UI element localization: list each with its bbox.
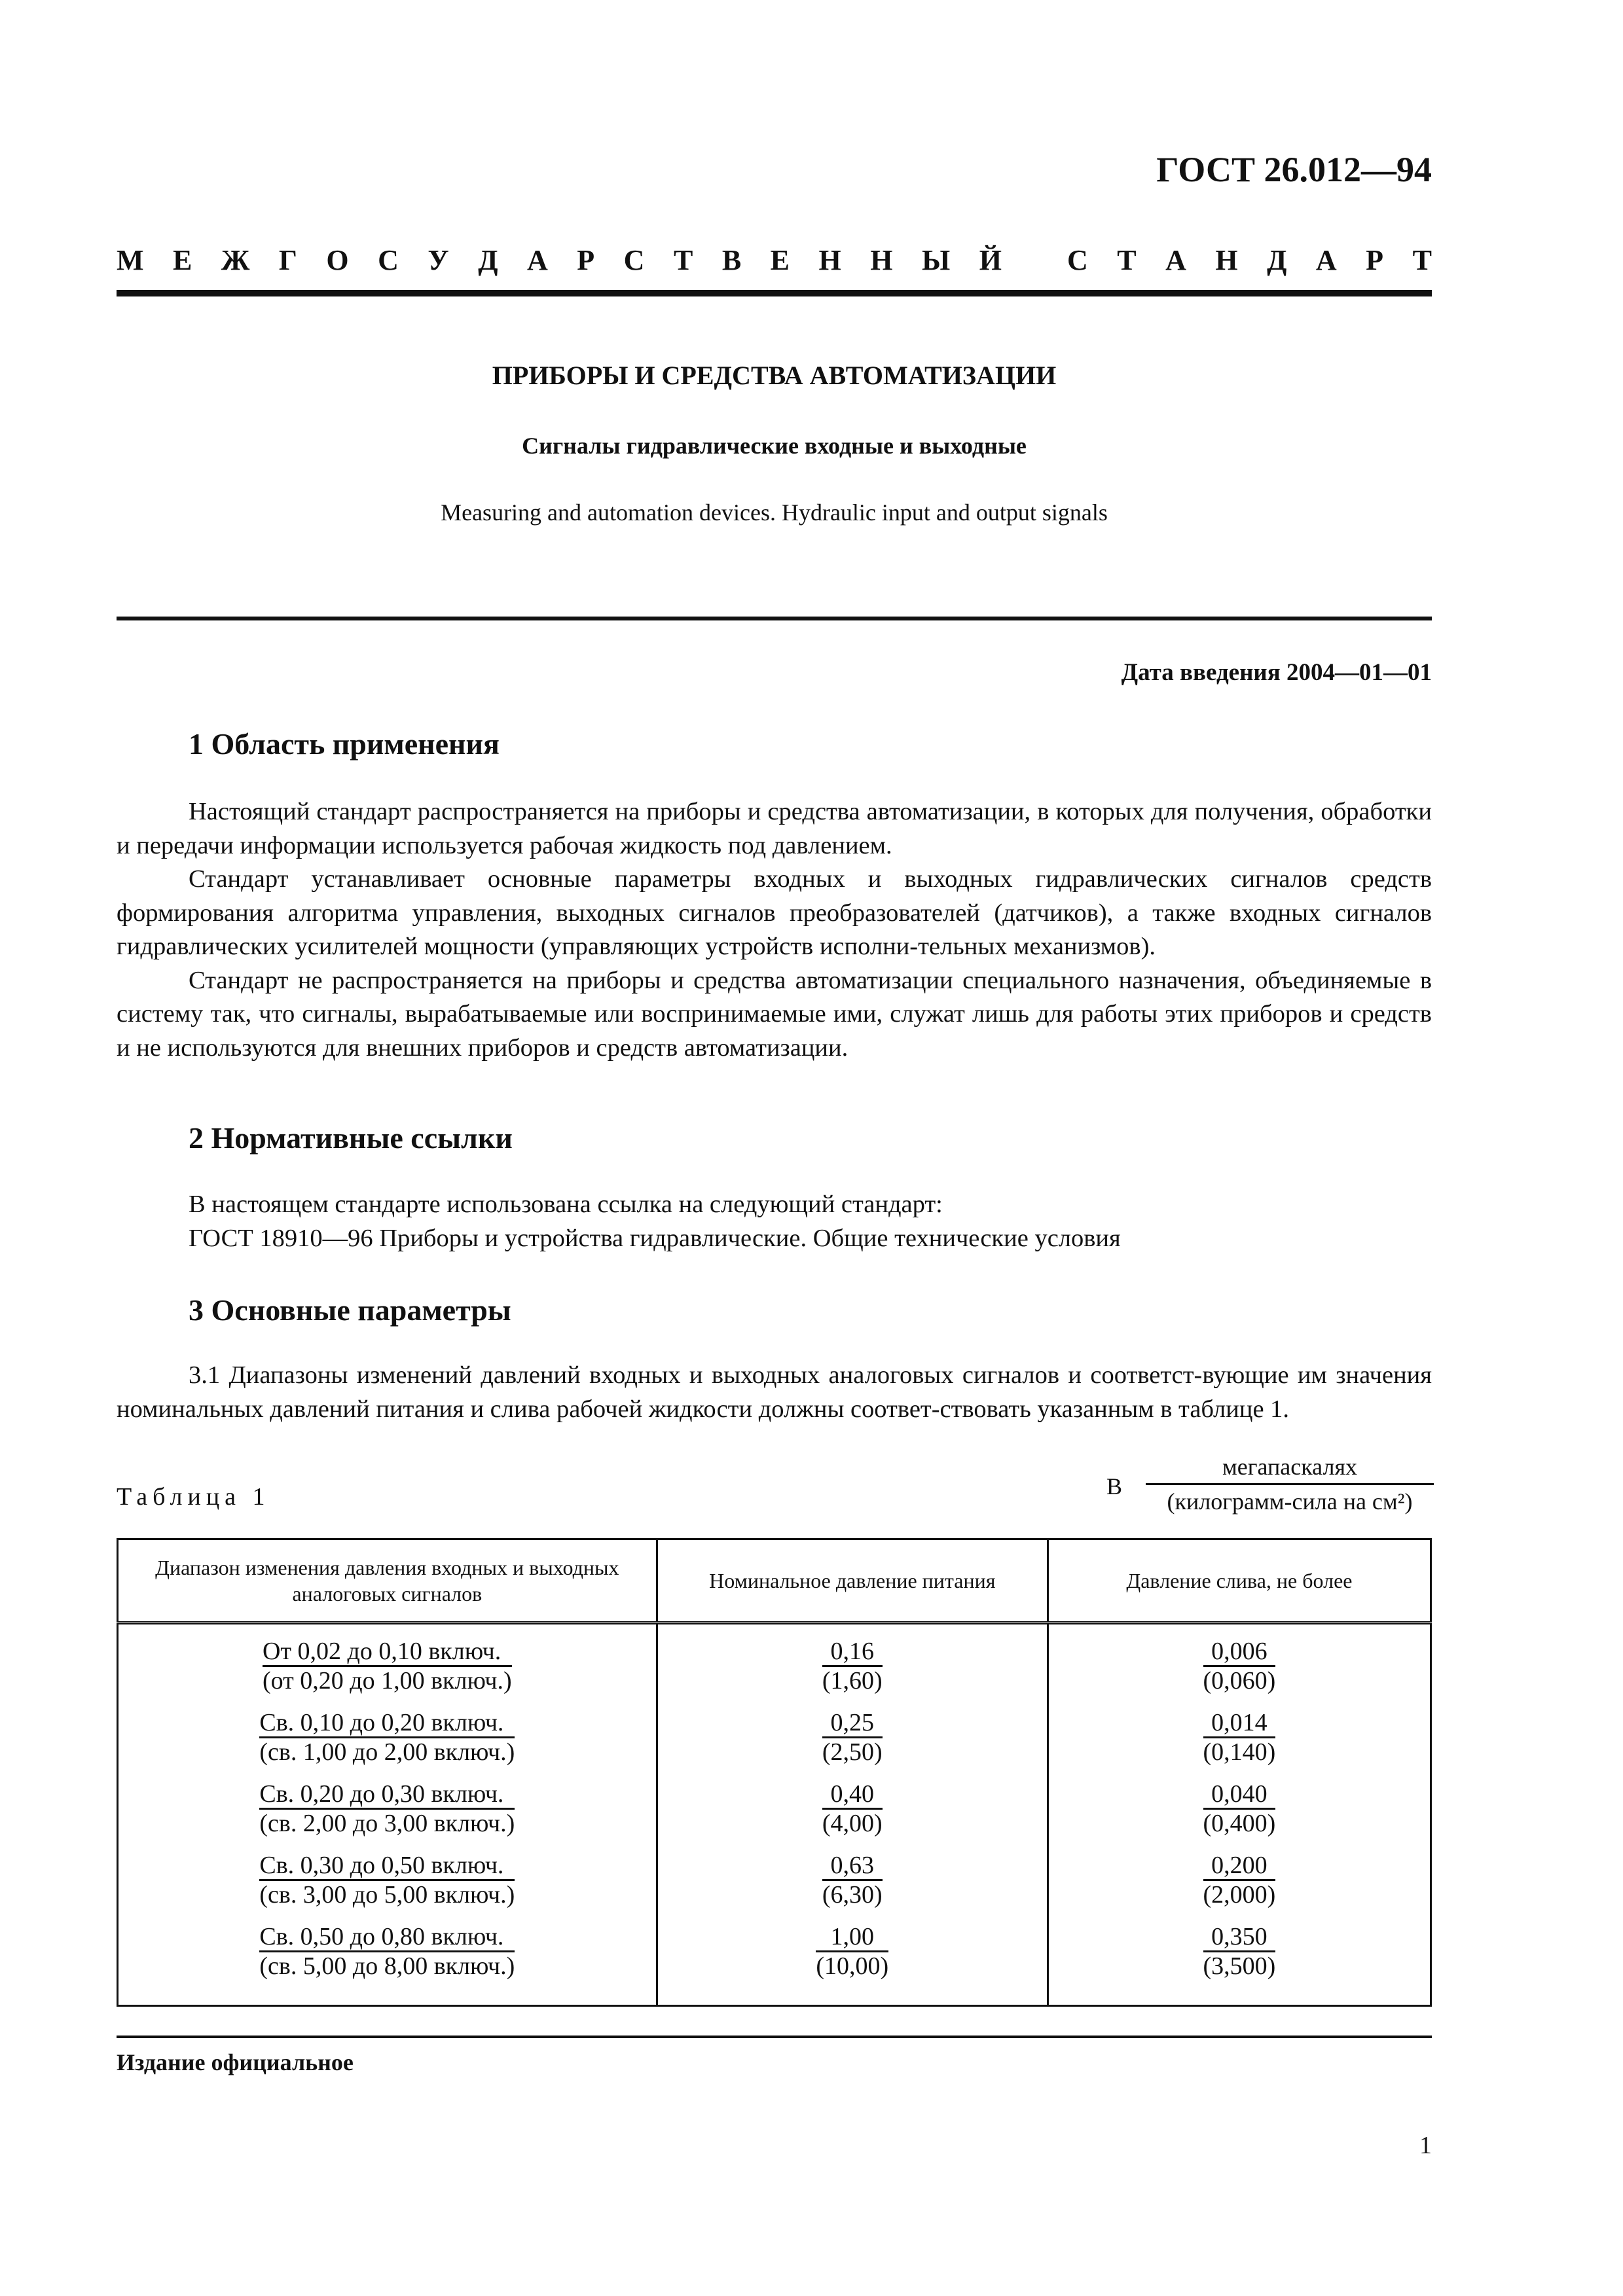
pressure-table bbox=[117, 1538, 1432, 2007]
units-denominator: (килограмм-сила на см²) bbox=[1167, 1488, 1413, 1515]
banner-letter: А bbox=[1315, 244, 1337, 276]
paragraph: 3.1 Диапазоны изменений давлений входных и выходных аналоговых сигналов и соответст-вующие им значения номинальных давлений питания и слива рабочей жидкости должны соответ-ствовать указанным в таблице 1. bbox=[117, 1361, 1432, 1423]
document-subtitle: Сигналы гидравлические входные и выходные bbox=[522, 433, 1027, 459]
banner-letter: Ж bbox=[221, 244, 250, 276]
units-prefix: В bbox=[1106, 1473, 1123, 1499]
cell-supply bbox=[657, 1709, 1048, 1780]
drain-mpa: 0,006 bbox=[1203, 1638, 1276, 1667]
drain-kgf: (2,000) bbox=[1203, 1881, 1276, 1909]
units-numerator: мегапаскалях bbox=[1146, 1453, 1434, 1485]
banner-letter: Е bbox=[173, 244, 192, 276]
table-label: Таблица 1 bbox=[117, 1483, 270, 1511]
column-header-drain: Давление слива, не более bbox=[1048, 1539, 1431, 1623]
range-mpa: От 0,02 до 0,10 включ. bbox=[263, 1638, 512, 1667]
cell-range bbox=[118, 1923, 657, 2006]
units-fraction bbox=[1146, 1453, 1434, 1515]
cell-drain bbox=[1048, 1623, 1431, 1710]
banner-letter: А bbox=[527, 244, 548, 276]
reference-item: ГОСТ 18910—96 Приборы и устройства гидравлические. Общие технические условия bbox=[189, 1224, 1121, 1252]
range-mpa: Св. 0,10 до 0,20 включ. bbox=[259, 1709, 515, 1738]
range-mpa: Св. 0,30 до 0,50 включ. bbox=[259, 1852, 515, 1881]
header-rule bbox=[117, 290, 1432, 296]
drain-kgf: (0,400) bbox=[1203, 1810, 1276, 1837]
banner-letter: Н bbox=[870, 244, 893, 276]
cell-range bbox=[118, 1852, 657, 1923]
drain-kgf: (3,500) bbox=[1203, 1952, 1276, 1980]
supply-mpa: 0,16 bbox=[822, 1638, 883, 1667]
range-mpa: Св. 0,20 до 0,30 включ. bbox=[259, 1780, 515, 1810]
banner-letter: О bbox=[326, 244, 349, 276]
banner-letter: С bbox=[623, 244, 645, 276]
section-scope-body bbox=[117, 795, 1432, 1065]
banner-letter: Г bbox=[278, 244, 297, 276]
banner-letter: Р bbox=[1366, 244, 1384, 276]
banner-letter: Р bbox=[577, 244, 595, 276]
paragraph: Настоящий стандарт распространяется на приборы и средства автоматизации, в которых для получения, обработки и передачи информации используется рабочая жидкость под давлением. bbox=[117, 798, 1432, 859]
supply-mpa: 0,25 bbox=[822, 1709, 883, 1738]
banner-letter: Т bbox=[1117, 244, 1137, 276]
table-row bbox=[118, 1780, 1431, 1852]
cell-drain bbox=[1048, 1709, 1431, 1780]
column-header-range: Диапазон изменения давления входных и выходных аналоговых сигналов bbox=[118, 1539, 657, 1623]
banner-letter: С bbox=[1067, 244, 1088, 276]
document-number: ГОСТ 26.012—94 bbox=[1156, 150, 1432, 189]
drain-mpa: 0,350 bbox=[1203, 1923, 1276, 1952]
drain-kgf: (0,060) bbox=[1203, 1667, 1276, 1695]
column-header-supply: Номинальное давление питания bbox=[657, 1539, 1048, 1623]
range-mpa: Св. 0,50 до 0,80 включ. bbox=[259, 1923, 515, 1952]
supply-mpa: 0,63 bbox=[822, 1852, 883, 1881]
cell-drain bbox=[1048, 1852, 1431, 1923]
cell-drain bbox=[1048, 1923, 1431, 2006]
section-references-body bbox=[189, 1188, 1432, 1255]
cell-range bbox=[118, 1709, 657, 1780]
paragraph: Стандарт устанавливает основные параметры входных и выходных гидравлических сигналов средств формирования алгоритма управления, выходных сигналов преобразователей (датчиков), а также входных сигналов гидравлических усилителей мощности (управляющих устройств исполни-тельных механизмов). bbox=[117, 865, 1432, 960]
official-edition-note: Издание официальное bbox=[117, 2049, 354, 2075]
cell-supply bbox=[657, 1923, 1048, 2006]
drain-mpa: 0,014 bbox=[1203, 1709, 1276, 1738]
supply-kgf: (10,00) bbox=[816, 1952, 889, 1980]
banner-letter: Й bbox=[979, 244, 1002, 276]
supply-kgf: (4,00) bbox=[822, 1810, 883, 1837]
supply-kgf: (6,30) bbox=[822, 1881, 883, 1909]
section-heading-scope: 1 Область применения bbox=[189, 727, 500, 761]
table-row bbox=[118, 1852, 1431, 1923]
table-row bbox=[118, 1923, 1431, 2006]
banner-letter: А bbox=[1165, 244, 1186, 276]
banner-letter: Д bbox=[478, 244, 498, 276]
drain-mpa: 0,040 bbox=[1203, 1780, 1276, 1810]
banner-letter: Т bbox=[1412, 244, 1432, 276]
table-row bbox=[118, 1623, 1431, 1710]
page-number: 1 bbox=[1419, 2132, 1432, 2159]
banner-letter: Д bbox=[1267, 244, 1287, 276]
drain-mpa: 0,200 bbox=[1203, 1852, 1276, 1881]
interstate-standard-banner bbox=[117, 243, 1432, 277]
paragraph: Стандарт не распространяется на приборы и средства автоматизации специального назначения, объединяемые в систему так, что сигналы, вырабатываемые или воспринимаемые ими, служат лишь для работы этих приборов и средств и не используются для внешних приборов и средств автоматизации. bbox=[117, 966, 1432, 1062]
reference-intro: В настоящем стандарте использована ссылка на следующий стандарт: bbox=[189, 1191, 943, 1218]
cell-supply bbox=[657, 1852, 1048, 1923]
document-title-english: Measuring and automation devices. Hydraulic input and output signals bbox=[441, 499, 1108, 526]
cell-drain bbox=[1048, 1780, 1431, 1852]
table-units bbox=[1106, 1453, 1434, 1525]
supply-mpa: 1,00 bbox=[816, 1923, 888, 1952]
range-kgf: (от 0,20 до 1,00 включ.) bbox=[262, 1667, 512, 1695]
banner-letter: Ы bbox=[922, 244, 951, 276]
cell-supply bbox=[657, 1780, 1048, 1852]
section-heading-parameters: 3 Основные параметры bbox=[189, 1293, 511, 1327]
banner-letter: М bbox=[117, 244, 144, 276]
banner-letter: Н bbox=[1215, 244, 1238, 276]
banner-letter: В bbox=[721, 244, 742, 276]
supply-kgf: (1,60) bbox=[822, 1667, 883, 1695]
banner-letter: Е bbox=[770, 244, 790, 276]
range-kgf: (св. 5,00 до 8,00 включ.) bbox=[259, 1952, 515, 1980]
banner-letter: Т bbox=[673, 244, 693, 276]
drain-kgf: (0,140) bbox=[1203, 1738, 1276, 1766]
section-heading-references: 2 Нормативные ссылки bbox=[189, 1121, 513, 1155]
section-parameters-body bbox=[117, 1359, 1432, 1426]
range-kgf: (св. 2,00 до 3,00 включ.) bbox=[259, 1810, 515, 1837]
table-header-row bbox=[118, 1539, 1431, 1623]
banner-letter: Н bbox=[818, 244, 841, 276]
banner-gap bbox=[1030, 243, 1038, 277]
introduction-date: Дата введения 2004—01—01 bbox=[1121, 659, 1432, 686]
range-kgf: (св. 1,00 до 2,00 включ.) bbox=[259, 1738, 515, 1766]
range-kgf: (св. 3,00 до 5,00 включ.) bbox=[259, 1881, 515, 1909]
title-rule bbox=[117, 617, 1432, 620]
document-title: ПРИБОРЫ И СРЕДСТВА АВТОМАТИЗАЦИИ bbox=[492, 361, 1057, 390]
supply-mpa: 0,40 bbox=[822, 1780, 883, 1810]
supply-kgf: (2,50) bbox=[822, 1738, 883, 1766]
footer-rule bbox=[117, 2036, 1432, 2038]
table-row bbox=[118, 1709, 1431, 1780]
banner-letter: С bbox=[378, 244, 399, 276]
banner-letter: У bbox=[428, 244, 449, 276]
cell-supply bbox=[657, 1623, 1048, 1710]
cell-range bbox=[118, 1780, 657, 1852]
cell-range bbox=[118, 1623, 657, 1710]
